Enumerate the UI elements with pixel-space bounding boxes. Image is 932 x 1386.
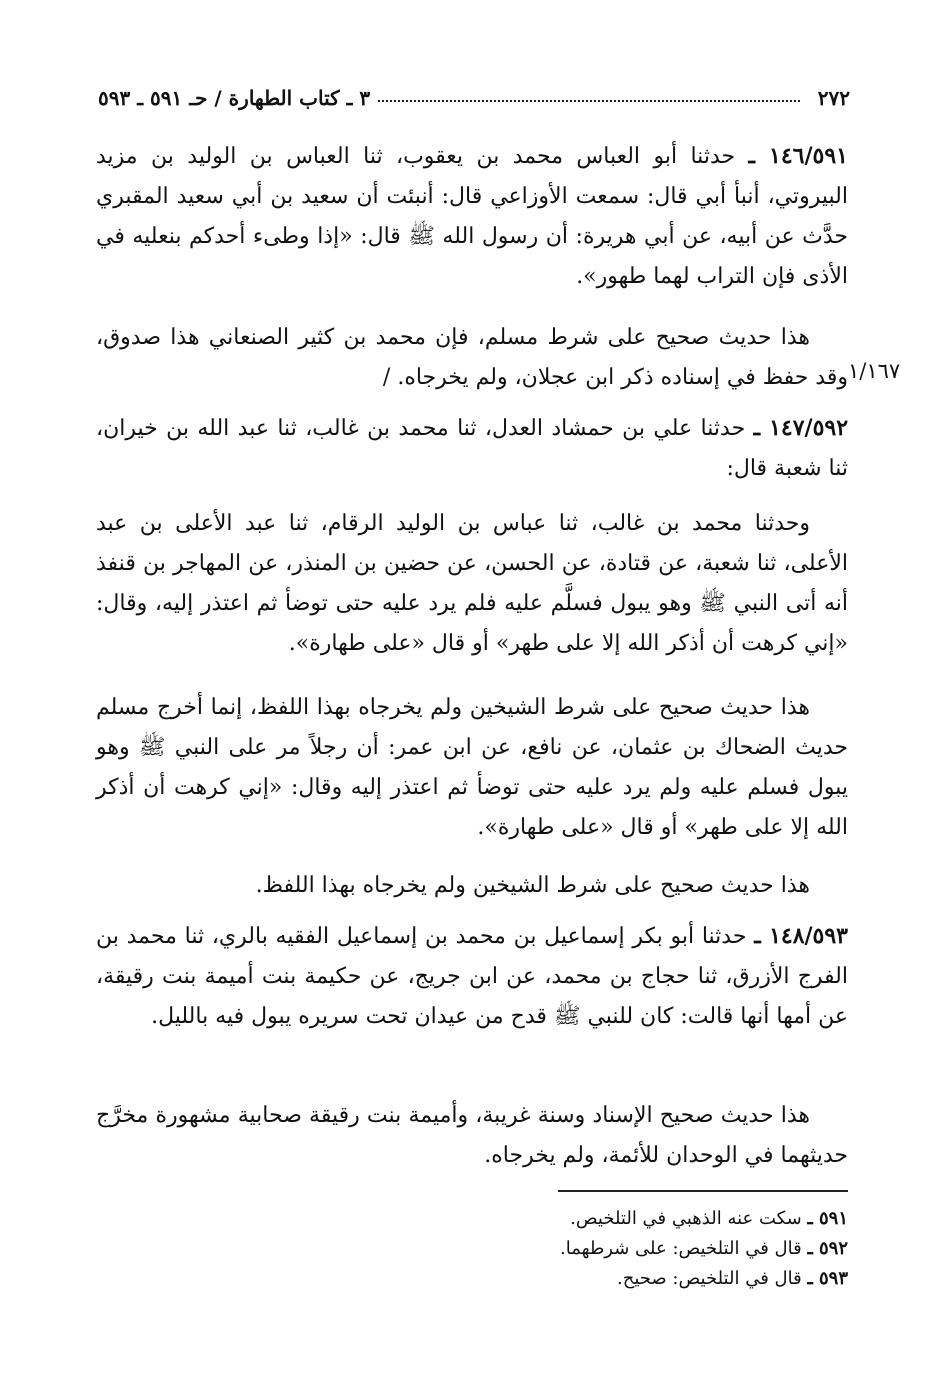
footnote-text: قال في التلخيص: على شرطهما. <box>560 1238 802 1259</box>
hadith-592 <box>96 408 848 489</box>
footnote-text: قال في التلخيص: صحيح. <box>617 1268 802 1289</box>
footnote-separator <box>558 1190 848 1192</box>
commentary-text: هذا حديث صحيح على شرط الشيخين ولم يخرجاه بهذا اللفظ. <box>255 873 810 898</box>
commentary-text: هذا حديث صحيح على شرط الشيخين ولم يخرجاه بهذا اللفظ، إنما أخرج مسلم حديث الضحاك بن عثمان، عن نافع، عن ابن عمر: أن رجلاً مر على النبي ﷺ وهو يبول فسلم عليه ولم يرد عليه حتى توضأ ثم اعتذر إليه وقال: «إني كرهت أن أذكر الله إلا على طهر» أو قال «على طهارة». <box>96 695 848 840</box>
page-number: ٢٧٢ <box>817 86 850 110</box>
running-header <box>98 82 850 114</box>
hadith-593-commentary <box>96 1096 848 1176</box>
hadith-text: حدثنا علي بن حمشاد العدل، ثنا محمد بن غالب، ثنا عبد الله بن خيران، ثنا شعبة قال: <box>96 416 848 481</box>
footnote <box>348 1234 848 1264</box>
commentary-text: هذا حديث صحيح الإسناد وسنة غريبة، وأميمة بنت رقيقة صحابية مشهورة مخرَّج حديثهما في الوحدان للأئمة، ولم يخرجاه. <box>96 1103 848 1168</box>
hadith-number: ١٤٨/٥٩٣ ـ <box>754 923 848 949</box>
footnote <box>348 1204 848 1234</box>
hadith-text: حدثنا أبو بكر إسماعيل بن محمد بن إسماعيل الفقيه بالري، ثنا محمد بن الفرج الأزرق، ثنا حجاج بن محمد، عن ابن جريج، عن حكيمة بنت أميمة بنت رقيقة، عن أمها أنها قالت: كان للنبي ﷺ قدح من عيدان تحت سريره يبول فيه بالليل. <box>96 924 848 1029</box>
hadith-593 <box>96 916 848 1037</box>
hadith-592-second-chain <box>96 504 848 664</box>
hadith-text: وحدثنا محمد بن غالب، ثنا عباس بن الوليد الرقام، ثنا عبد الأعلى بن عبد الأعلى، ثنا شعبة، عن قتادة، عن الحسن، عن حضين بن المنذر، عن المهاجر بن قنفذ أنه أتى النبي ﷺ وهو يبول فسلَّم عليه فلم يرد عليه حتى توضأ ثم اعتذر إليه، وقال: «إني كرهت أن أذكر الله إلا على طهر» أو قال «على طهارة». <box>96 511 848 656</box>
hadith-number: ١٤٦/٥٩١ ـ <box>748 143 848 169</box>
hadith-text: حدثنا أبو العباس محمد بن يعقوب، ثنا العباس بن الوليد بن مزيد البيروتي، أنبأ أبي قال: سمعت الأوزاعي قال: أنبئت أن سعيد بن أبي سعيد المقبري حدَّث عن أبيه، عن أبي هريرة: أن رسول الله ﷺ قال: «إذا وطىء أحدكم بنعليه في الأذى فإن التراب لهما طهور». <box>96 144 848 289</box>
leader-dots <box>378 100 800 102</box>
footnote-number: ٥٩٢ ـ <box>807 1238 848 1259</box>
commentary-text: هذا حديث صحيح على شرط مسلم، فإن محمد بن كثير الصنعاني هذا صدوق، وقد حفظ في إسناده ذكر ابن عجلان، ولم يخرجاه. / <box>96 325 848 390</box>
hadith-592-verdict <box>96 866 848 906</box>
footnote-text: سكت عنه الذهبي في التلخيص. <box>570 1208 802 1229</box>
hadith-591 <box>96 136 848 297</box>
running-title: ٣ ـ كتاب الطهارة / حـ ٥٩١ ـ ٥٩٣ <box>98 86 371 110</box>
hadith-number: ١٤٧/٥٩٢ ـ <box>753 415 849 441</box>
footnote <box>348 1264 848 1294</box>
hadith-591-commentary <box>96 318 848 398</box>
footnote-number: ٥٩١ ـ <box>807 1208 848 1229</box>
hadith-592-commentary <box>96 688 848 848</box>
margin-reference: ١/١٦٧ <box>848 359 901 383</box>
footnote-number: ٥٩٣ ـ <box>807 1268 848 1289</box>
footnotes <box>348 1204 848 1294</box>
